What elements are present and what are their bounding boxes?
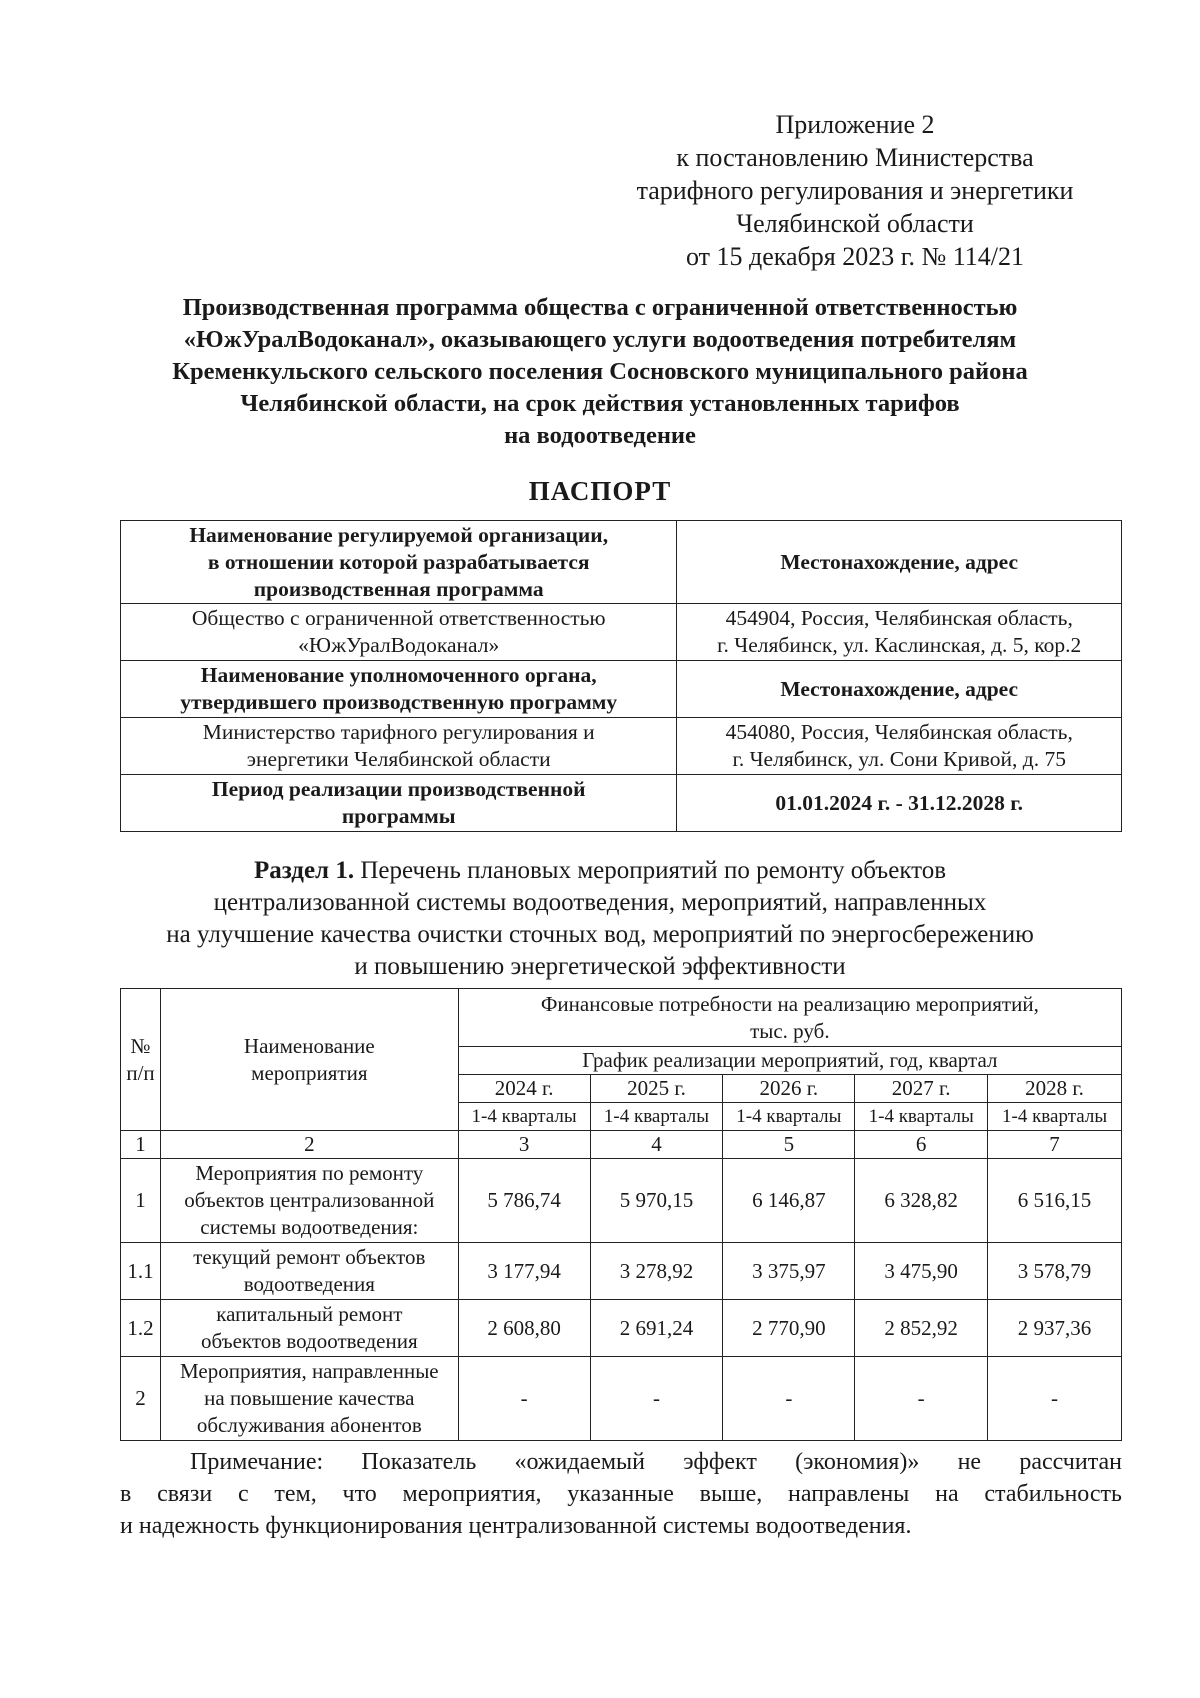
column-number: 7 [988, 1131, 1122, 1159]
section-label: Раздел 1. [253, 857, 355, 884]
row-name: текущий ремонт объектов водоотведения [160, 1243, 458, 1300]
column-number: 1 [121, 1131, 161, 1159]
row-name: Мероприятия по ремонту объектов централизованной системы водоотведения: [160, 1159, 458, 1243]
title-line: Кременкульского сельского поселения Сосновского муниципального района [172, 358, 1028, 385]
value-cell: - [458, 1357, 590, 1441]
quarter-header: 1-4 кварталы [988, 1103, 1122, 1131]
col-num-header: № п/п [121, 989, 161, 1131]
row-number: 2 [121, 1357, 161, 1441]
column-number: 4 [590, 1131, 723, 1159]
org-address-cell: 454904, Россия, Челябинская область, г. Челябинск, ул. Каслинская, д. 5, кор.2 [677, 604, 1122, 661]
value-cell: 2 608,80 [458, 1300, 590, 1357]
table-row [121, 1357, 1122, 1441]
year-header: 2028 г. [988, 1075, 1122, 1103]
value-cell: - [988, 1357, 1122, 1441]
year-header: 2027 г. [855, 1075, 988, 1103]
value-cell: - [855, 1357, 988, 1441]
document-title [100, 292, 1100, 452]
value-cell: 5 786,74 [458, 1159, 590, 1243]
annex-line: Челябинской области [736, 209, 974, 238]
year-header: 2024 г. [458, 1075, 590, 1103]
period-value-cell: 01.01.2024 г. - 31.12.2028 г. [677, 775, 1122, 832]
authority-address-cell: 454080, Россия, Челябинская область, г. Челябинск, ул. Сони Кривой, д. 75 [677, 718, 1122, 775]
note-line: в связи с тем, что мероприятия, указанные выше, направлены на стабильность [120, 1481, 1122, 1507]
row-name: капитальный ремонт объектов водоотведения [160, 1300, 458, 1357]
quarter-header: 1-4 кварталы [855, 1103, 988, 1131]
org-header-cell: Наименование регулируемой организации, в отношении которой разрабатывается производственная программа [121, 521, 677, 604]
quarter-header: 1-4 кварталы [723, 1103, 855, 1131]
value-cell: 3 375,97 [723, 1243, 855, 1300]
column-number: 2 [160, 1131, 458, 1159]
value-cell: 5 970,15 [590, 1159, 723, 1243]
column-number: 3 [458, 1131, 590, 1159]
table-row [121, 1243, 1122, 1300]
table-row [121, 661, 1122, 718]
value-cell: 2 691,24 [590, 1300, 723, 1357]
table-row [121, 1300, 1122, 1357]
row-name: Мероприятия, направленные на повышение качества обслуживания абонентов [160, 1357, 458, 1441]
value-cell: 3 177,94 [458, 1243, 590, 1300]
table-row [121, 989, 1122, 1047]
quarter-header: 1-4 кварталы [458, 1103, 590, 1131]
org-name-cell: Общество с ограниченной ответственностью «ЮжУралВодоканал» [121, 604, 677, 661]
annex-line: Приложение 2 [775, 110, 935, 139]
value-cell: 3 278,92 [590, 1243, 723, 1300]
schedule-header: График реализации мероприятий, год, квартал [458, 1047, 1121, 1075]
period-header-cell: Период реализации производственной программы [121, 775, 677, 832]
value-cell: 3 475,90 [855, 1243, 988, 1300]
plan-table [120, 988, 1122, 1441]
value-cell: - [723, 1357, 855, 1441]
section-text: Перечень плановых мероприятий по ремонту объектов [360, 857, 947, 884]
section-text: и повышению энергетической эффективности [354, 953, 846, 980]
quarter-header: 1-4 кварталы [590, 1103, 723, 1131]
column-number: 5 [723, 1131, 855, 1159]
column-number: 6 [855, 1131, 988, 1159]
authority-name-cell: Министерство тарифного регулирования и энергетики Челябинской области [121, 718, 677, 775]
annex-block [620, 108, 1090, 273]
value-cell: 2 852,92 [855, 1300, 988, 1357]
finance-header: Финансовые потребности на реализацию мероприятий, тыс. руб. [458, 989, 1121, 1047]
table-row [121, 718, 1122, 775]
year-header: 2025 г. [590, 1075, 723, 1103]
col-name-header: Наименование мероприятия [160, 989, 458, 1131]
year-header: 2026 г. [723, 1075, 855, 1103]
value-cell: 6 516,15 [988, 1159, 1122, 1243]
passport-table [120, 520, 1122, 832]
row-number: 1.2 [121, 1300, 161, 1357]
row-number: 1.1 [121, 1243, 161, 1300]
value-cell: - [590, 1357, 723, 1441]
table-row [121, 521, 1122, 604]
value-cell: 6 328,82 [855, 1159, 988, 1243]
value-cell: 2 937,36 [988, 1300, 1122, 1357]
annex-line: тарифного регулирования и энергетики [636, 176, 1074, 205]
title-line: Производственная программа общества с ограниченной ответственностью [182, 294, 1018, 321]
annex-line: от 15 декабря 2023 г. № 114/21 [685, 242, 1025, 271]
table-row [121, 604, 1122, 661]
title-line: Челябинской области, на срок действия установленных тарифов [240, 390, 960, 417]
table-row [121, 1131, 1122, 1159]
table-row [121, 1159, 1122, 1243]
value-cell: 3 578,79 [988, 1243, 1122, 1300]
table-row [121, 775, 1122, 832]
authority-address-header-cell: Местонахождение, адрес [677, 661, 1122, 718]
value-cell: 2 770,90 [723, 1300, 855, 1357]
section-heading [80, 855, 1120, 983]
note-line: Примечание: Показатель «ожидаемый эффект (экономия)» не рассчитан [190, 1449, 1122, 1475]
section-text: на улучшение качества очистки сточных вод, мероприятий по энергосбережению [166, 921, 1034, 948]
section-text: централизованной системы водоотведения, мероприятий, направленных [213, 889, 987, 916]
passport-heading: ПАСПОРТ [528, 476, 672, 506]
title-line: на водоотведение [504, 422, 696, 449]
annex-line: к постановлению Министерства [676, 143, 1034, 172]
note-paragraph [120, 1446, 1122, 1542]
row-number: 1 [121, 1159, 161, 1243]
authority-header-cell: Наименование уполномоченного органа, утвердившего производственную программу [121, 661, 677, 718]
note-line: и надежность функционирования централизованной системы водоотведения. [120, 1513, 912, 1539]
value-cell: 6 146,87 [723, 1159, 855, 1243]
title-line: «ЮжУралВодоканал», оказывающего услуги водоотведения потребителям [183, 326, 1017, 353]
address-header-cell: Местонахождение, адрес [677, 521, 1122, 604]
